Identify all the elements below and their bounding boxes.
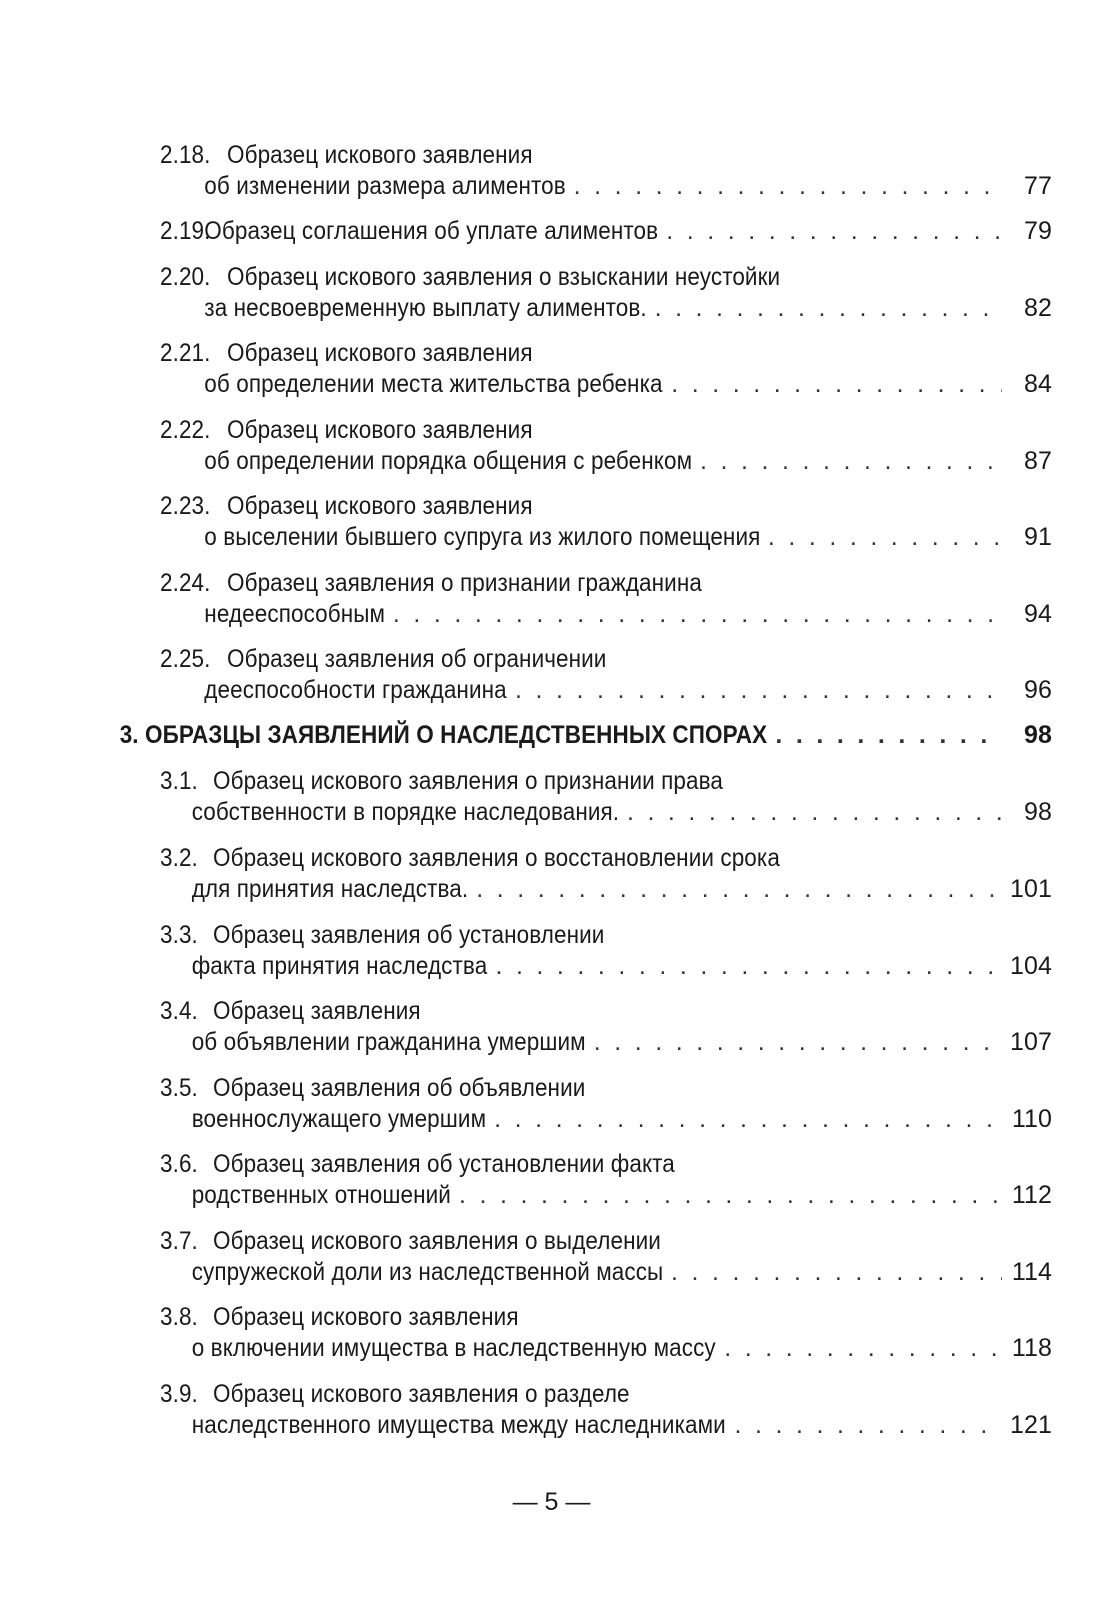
- toc-entry-line: [0, 1104, 1052, 1134]
- dot-leader: [655, 293, 1002, 323]
- toc-entry-title: 3. ОБРАЗЦЫ ЗАЯВЛЕНИЙ О НАСЛЕДСТВЕННЫХ СПОРАХ: [119, 721, 768, 749]
- toc-entry-title: наследственного имущества между наследниками: [191, 1411, 726, 1439]
- dot-leader: [700, 446, 1002, 476]
- dot-leader: [724, 1333, 1002, 1363]
- toc-entry-number: 3.2.: [160, 844, 198, 872]
- toc-entry-number: 2.22.: [160, 416, 211, 444]
- dot-leader: [574, 171, 1002, 201]
- toc-page-number: 96: [1023, 676, 1052, 704]
- toc-entry-line: [0, 797, 1052, 827]
- toc-entry-number: 3.3.: [160, 921, 198, 949]
- toc-entry-title: Образец искового заявления о восстановлении срока: [213, 844, 780, 872]
- toc-entry-number: 2.25.: [160, 645, 211, 673]
- toc-entry-title: дееспособности гражданина: [204, 676, 507, 704]
- toc-entry-title: Образец заявления об объявлении: [213, 1074, 586, 1102]
- toc-entry-number: 3.5.: [160, 1074, 198, 1102]
- toc-page-number: 107: [1009, 1028, 1052, 1056]
- toc-entry-title: об объявлении гражданина умершим: [191, 1028, 586, 1056]
- toc-entry-title: об определении места жительства ребенка: [204, 370, 663, 398]
- toc-entry-line: [0, 675, 1052, 705]
- toc-page-number: 82: [1023, 294, 1052, 322]
- dot-leader: [627, 797, 1002, 827]
- toc-entry-title: Образец искового заявления о разделе: [213, 1380, 630, 1408]
- toc-entry-line: [0, 874, 1052, 904]
- toc-page-number: 114: [1011, 1258, 1052, 1286]
- toc-entry-title: Образец искового заявления о выделении: [213, 1227, 661, 1255]
- toc-entry-number: 2.24.: [160, 569, 211, 597]
- toc-entry-title: Образец искового заявления о признании права: [213, 767, 724, 795]
- toc-entry-title: Образец искового заявления: [227, 492, 533, 520]
- toc-page-number: 94: [1023, 600, 1052, 628]
- toc-entry-title: военнослужащего умершим: [191, 1105, 487, 1133]
- dot-leader: [671, 369, 1002, 399]
- toc-page-number: 77: [1023, 172, 1052, 200]
- toc-entry-title: факта принятия наследства: [191, 952, 488, 980]
- toc-entry-line: [0, 171, 1052, 201]
- toc-entry-number: 3.8.: [160, 1303, 198, 1331]
- toc-entry-line: [0, 599, 1052, 629]
- toc-entry-number: 3.9.: [160, 1380, 198, 1408]
- toc-entry-number: 3.1.: [160, 767, 198, 795]
- toc-page-number: 98: [1023, 798, 1052, 826]
- toc-page-number: 110: [1011, 1105, 1052, 1133]
- toc-page-number: 84: [1023, 370, 1052, 398]
- page-number: — 5 —: [512, 1488, 591, 1516]
- toc-entry-number: 2.20.: [160, 263, 211, 291]
- toc-entry-line: [0, 1180, 1052, 1210]
- toc-entry-title: Образец заявления о признании гражданина: [227, 569, 702, 597]
- toc-entry-title: Образец заявления об ограничении: [227, 645, 607, 673]
- toc-entry-number: 2.19.: [160, 217, 211, 245]
- toc-entry-number: 3.7.: [160, 1227, 198, 1255]
- toc-page-number: 121: [1009, 1411, 1052, 1439]
- toc-entry-title: о включении имущества в наследственную массу: [191, 1334, 716, 1362]
- toc-entry-title: родственных отношений: [191, 1181, 451, 1209]
- toc-entry-line: [0, 1410, 1052, 1440]
- toc-page-number: 98: [1023, 721, 1052, 749]
- dot-leader: [494, 1104, 1002, 1134]
- toc-entry-title: собственности в порядке наследования.: [191, 798, 620, 826]
- toc-entry-title: за несвоевременную выплату алиментов.: [204, 294, 647, 322]
- dot-leader: [734, 1410, 1000, 1440]
- toc-entry-number: 3.6.: [160, 1150, 198, 1178]
- toc-entry-title: Образец заявления об установлении факта: [213, 1150, 675, 1178]
- toc-entry-number: 2.18.: [160, 141, 211, 169]
- toc-page-number: 79: [1023, 217, 1052, 245]
- toc-entry-line: [0, 369, 1052, 399]
- toc-entry-title: Образец заявления об установлении: [213, 921, 605, 949]
- toc-entry-number: 2.23.: [160, 492, 211, 520]
- toc-entry-line: [0, 720, 1052, 750]
- toc-entry-line: [0, 522, 1052, 552]
- toc-entry-title: Образец заявления: [213, 997, 421, 1025]
- toc-entry-line: [0, 446, 1052, 476]
- toc-entry-number: 2.21.: [160, 339, 211, 367]
- dot-leader: [495, 951, 1000, 981]
- toc-entry-line: [0, 216, 1052, 246]
- toc-entry-line: [0, 951, 1052, 981]
- toc-page-number: 104: [1009, 952, 1052, 980]
- dot-leader: [393, 599, 1002, 629]
- dot-leader: [775, 720, 1002, 750]
- toc-entry-number: 3.4.: [160, 997, 198, 1025]
- toc-page-number: 101: [1009, 875, 1052, 903]
- toc-entry-title: о выселении бывшего супруга из жилого помещения: [204, 523, 761, 551]
- toc-entry-title: об определении порядка общения с ребенком: [204, 447, 693, 475]
- dot-leader: [459, 1180, 1002, 1210]
- toc-entry-line: [0, 1027, 1052, 1057]
- toc-page-number: 87: [1023, 447, 1052, 475]
- toc-entry-title: Образец соглашения об уплате алиментов: [204, 217, 659, 245]
- dot-leader: [768, 522, 1002, 552]
- toc-entry-title: Образец искового заявления о взыскании неустойки: [227, 263, 781, 291]
- toc-entry-title: недееспособным: [204, 600, 386, 628]
- toc-entry-title: об изменении размера алиментов: [204, 172, 566, 200]
- dot-leader: [666, 216, 1002, 246]
- toc-entry-line: [0, 1257, 1052, 1287]
- toc-entry-line: [0, 1333, 1052, 1363]
- toc-entry-line: [0, 293, 1052, 323]
- toc-entry-title: Образец искового заявления: [227, 339, 533, 367]
- dot-leader: [515, 675, 1002, 705]
- toc-entry-title: для принятия наследства.: [191, 875, 469, 903]
- dot-leader: [594, 1027, 1000, 1057]
- toc-entry-title: Образец искового заявления: [213, 1303, 519, 1331]
- toc-page-number: 91: [1023, 523, 1052, 551]
- toc-entry-title: Образец искового заявления: [227, 416, 533, 444]
- toc-page-number: 118: [1011, 1334, 1052, 1362]
- dot-leader: [671, 1257, 1002, 1287]
- toc-entry-title: супружеской доли из наследственной массы: [191, 1258, 664, 1286]
- dot-leader: [476, 874, 1000, 904]
- toc-page-number: 112: [1011, 1181, 1052, 1209]
- toc-entry-title: Образец искового заявления: [227, 141, 533, 169]
